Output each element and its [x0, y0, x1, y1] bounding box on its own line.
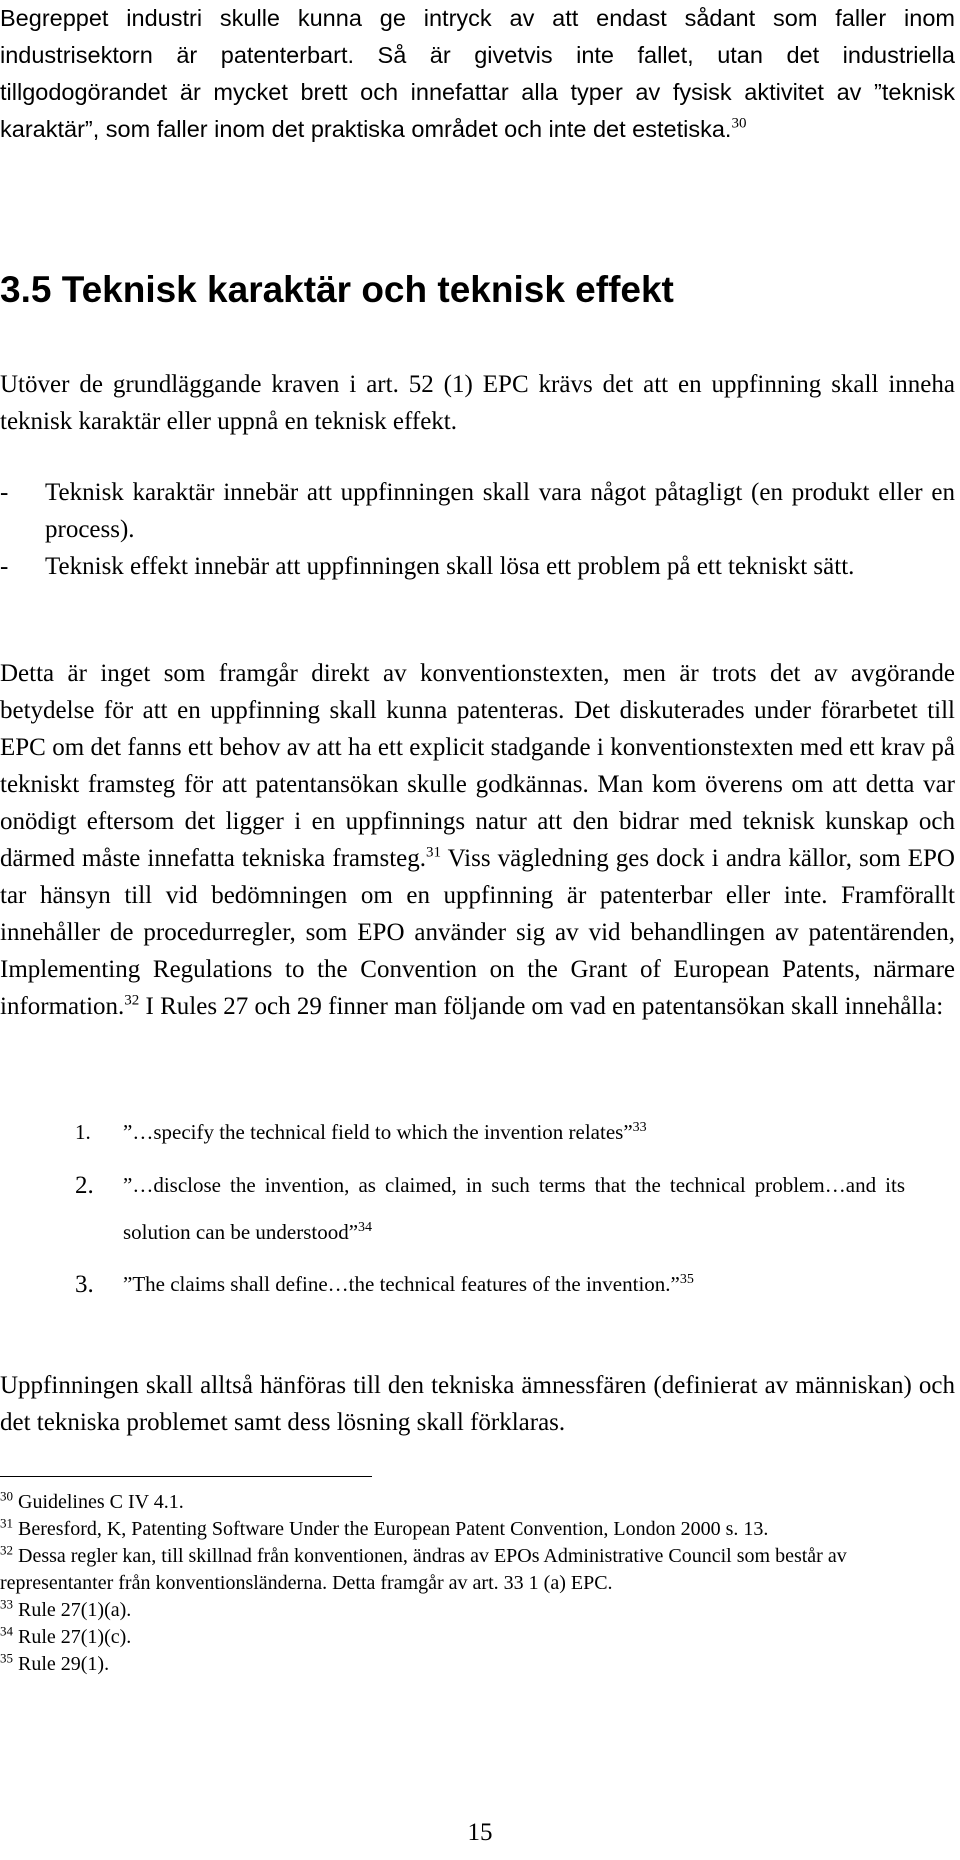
section-heading: 3.5 Teknisk karaktär och teknisk effekt — [0, 269, 674, 310]
footnote-ref-30: 30 — [731, 115, 747, 132]
footnote-text: Rule 27(1)(a). — [18, 1599, 132, 1621]
footnote-text: Rule 29(1). — [18, 1653, 110, 1675]
footnote — [0, 1624, 955, 1651]
footnote-number: 32 — [0, 1542, 13, 1558]
footnote — [0, 1543, 955, 1597]
dash-marker: - — [0, 479, 9, 506]
quote-text: ”The claims shall define…the technical features of the invention.” — [123, 1272, 680, 1296]
quote-item — [75, 1261, 905, 1308]
footnote-ref-34: 34 — [358, 1220, 373, 1235]
dash-list-item — [0, 474, 955, 548]
footnote-ref-31: 31 — [426, 844, 441, 861]
footnote-number: 35 — [0, 1650, 13, 1666]
quote-number: 2. — [75, 1172, 94, 1199]
page-number: 15 — [467, 1819, 493, 1846]
intro-text: Så är givetvis inte fallet, utan det industriella tillgodogörandet är mycket brett och innefattar alla typer av fysisk aktivitet av ”teknisk karaktär”, som faller inom det praktiska området och inte det estetiska. — [0, 42, 955, 142]
footnote-ref-32: 32 — [124, 992, 140, 1009]
footnote-number: 30 — [0, 1488, 13, 1504]
intro-text-first-line: Begreppet industri skulle kunna ge intryck av att endast sådant som faller inom industrisektorn är patenterbart. — [0, 5, 955, 68]
footnote-ref-35: 35 — [679, 1272, 694, 1287]
paragraph-2-part-2: Viss vägledning ges dock i andra källor, som EPO tar hänsyn till vid bedömningen om en uppfinning är patenterbar eller inte. Framförallt innehåller de procedurregler, som EPO använder sig av vid behandlingen av patentärenden, Implementing Regulations to the Convention on the Grant of European Patents, närmare information. — [0, 845, 955, 1020]
footnote-number: 34 — [0, 1623, 13, 1639]
footnotes — [0, 1489, 955, 1678]
quote-text-wrapper — [123, 1261, 905, 1308]
footnote — [0, 1597, 955, 1624]
footnote — [0, 1489, 955, 1516]
footnote-number: 33 — [0, 1596, 13, 1612]
footnote-text: Dessa regler kan, till skillnad från konventionen, ändras av EPOs Administrative Council som består av representanter från konventionsländerna. Detta framgår av art. 33 1 (a) EPC. — [0, 1545, 847, 1594]
quote-text-wrapper — [123, 1162, 905, 1256]
quote-item — [75, 1162, 905, 1256]
quote-text: ”…specify the technical field to which the invention relates” — [123, 1120, 633, 1144]
footnote-text: Rule 27(1)(c). — [18, 1626, 132, 1648]
footnote-separator — [0, 1476, 372, 1477]
footnote — [0, 1516, 955, 1543]
intro-paragraph — [0, 0, 955, 148]
footnote-text: Guidelines C IV 4.1. — [18, 1491, 184, 1513]
dash-list-item — [0, 548, 955, 585]
paragraph-2-part-1: Detta är inget som framgår direkt av konventionstexten, men är trots det av avgörande betydelse för att en uppfinning skall kunna patenteras. Det diskuterades under förarbetet till EPC om det fanns ett behov av att ha ett explicit stadgande i konventionstexten med ett krav på tekniskt framsteg för att patentansökan skulle godkännas. Man kom överens om att detta var onödigt eftersom det ligger i en uppfinnings natur att den bidrar med teknisk kunskap och därmed måste innefatta tekniska framsteg. — [0, 660, 955, 872]
paragraph-2-part-3: I Rules 27 och 29 finner man följande om vad en patentansökan skall innehålla: — [139, 993, 944, 1020]
section-paragraph-1: Utöver de grundläggande kraven i art. 52 (1) EPC krävs det att en uppfinning skall inneha teknisk karaktär eller uppnå en teknisk effekt. — [0, 371, 955, 435]
footnote-number: 31 — [0, 1515, 13, 1531]
footnote-ref-33: 33 — [632, 1120, 647, 1135]
dash-item-text: Teknisk effekt innebär att uppfinningen skall lösa ett problem på ett tekniskt sätt. — [45, 553, 855, 580]
quote-text: ”…disclose the invention, as claimed, in such terms that the technical problem…and its solution can be understood” — [123, 1173, 905, 1244]
footnote-text: Beresford, K, Patenting Software Under the European Patent Convention, London 2000 s. 13. — [18, 1518, 769, 1540]
quote-number: 1. — [75, 1120, 91, 1144]
dash-item-text: Teknisk karaktär innebär att uppfinningen skall vara något påtagligt (en produkt eller en process). — [45, 479, 955, 543]
quote-number: 3. — [75, 1271, 94, 1298]
section-paragraph-2 — [0, 655, 955, 1025]
quote-item — [75, 1109, 905, 1156]
footnote — [0, 1651, 955, 1678]
quote-text-wrapper — [123, 1109, 905, 1156]
dash-marker: - — [0, 553, 9, 580]
conclusion-paragraph: Uppfinningen skall alltså hänföras till den tekniska ämnessfären (definierat av människan) och det tekniska problemet samt dess lösning skall förklaras. — [0, 1372, 955, 1436]
